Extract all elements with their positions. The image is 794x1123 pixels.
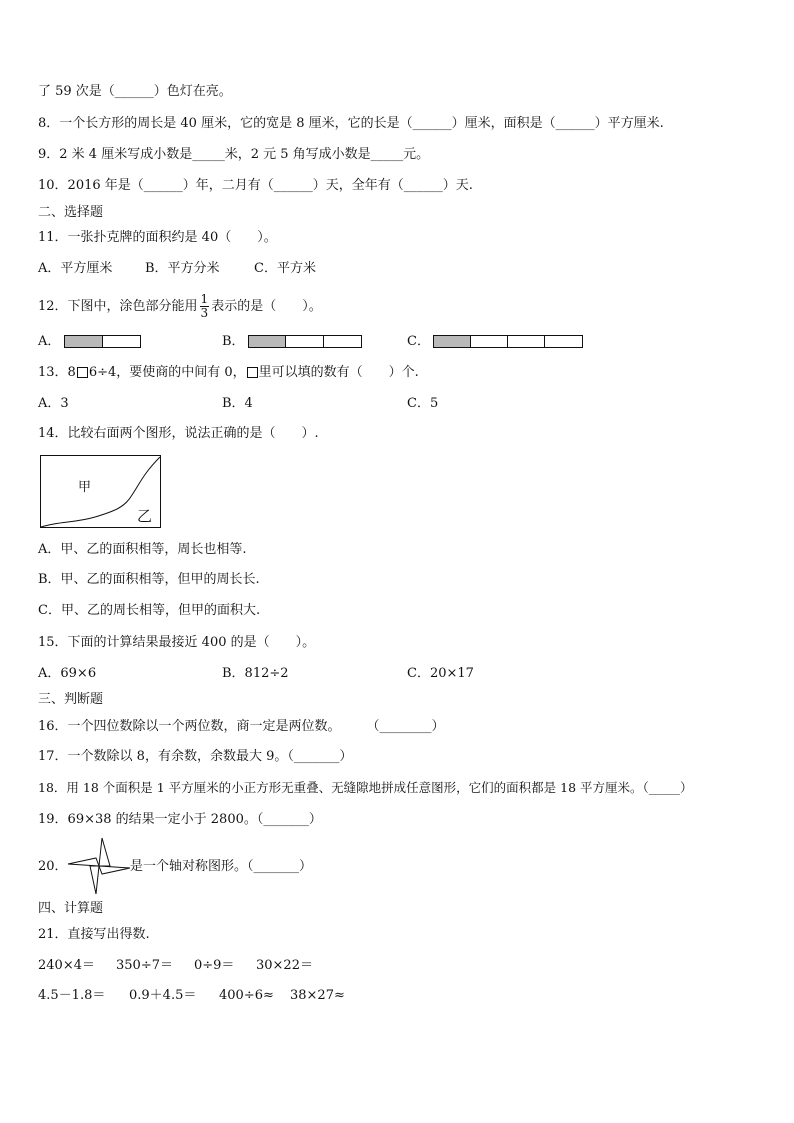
calc-row2-item4: 38×27≈: [290, 988, 345, 1003]
section-choice-title: 二、选择题: [38, 205, 104, 220]
q11-option-b: B．平方分米: [145, 261, 220, 276]
q15-option-b: B．812÷2: [222, 666, 289, 681]
question-21: 21．直接写出得数.: [38, 927, 150, 942]
question-11: 11．一张扑克牌的面积约是 40（ ）。: [38, 230, 277, 245]
q13-text-c: 里可以填的数有（ ）个.: [258, 365, 419, 380]
calc-row2-item1: 4.5－1.8＝: [38, 988, 106, 1003]
calc-row2-item2: 0.9＋4.5＝: [129, 988, 197, 1003]
q12-option-a-bar: [64, 335, 141, 348]
blank-box-icon: [247, 367, 258, 378]
bar-cell: [545, 336, 582, 347]
calc-row1-item3: 0÷9＝: [194, 958, 235, 973]
calc-row1-item1: 240×4＝: [38, 958, 95, 973]
question-10: 10．2016 年是（______）年，二月有（______）天，全年有（______）天.: [38, 178, 473, 193]
bar-cell: [324, 336, 361, 347]
question-17: 17．一个数除以 8，有余数，余数最大 9。（_______）: [38, 749, 353, 764]
bar-cell: [103, 336, 141, 347]
question-13: [38, 365, 419, 381]
q12-option-c-bar: [433, 335, 583, 348]
q20-text: 是一个轴对称图形。（_______）: [130, 859, 313, 874]
q20-number: 20．: [38, 859, 68, 874]
fraction-denominator: 3: [200, 306, 209, 320]
bar-cell: [508, 336, 545, 347]
q7-tail: 了 59 次是（______）色灯在亮。: [38, 84, 232, 99]
q12-option-b-bar: [248, 335, 362, 348]
question-15: 15．下面的计算结果最接近 400 的是（ ）。: [38, 635, 316, 650]
question-12: [38, 289, 322, 325]
fraction-numerator: 1: [200, 292, 209, 306]
bar-cell: [471, 336, 508, 347]
question-8: 8．一个长方形的周长是 40 厘米，它的宽是 8 厘米，它的长是（______）厘米，面积是（______）平方厘米.: [38, 116, 664, 131]
bar-cell: [286, 336, 323, 347]
calc-row1-item4: 30×22＝: [256, 958, 313, 973]
section-calc-title: 四、计算题: [38, 901, 104, 916]
q15-option-c: C．20×17: [407, 666, 474, 681]
q14-label-right: 乙: [137, 507, 153, 525]
question-14: 14．比较右面两个图形，说法正确的是（ ）.: [38, 426, 319, 441]
q14-option-b: B．甲、乙的面积相等，但甲的周长长.: [38, 572, 260, 587]
bar-cell-shaded: [249, 336, 286, 347]
q14-option-a: A．甲、乙的面积相等，周长也相等.: [38, 542, 247, 557]
question-9: 9．2 米 4 厘米写成小数是_____米，2 元 5 角写成小数是_____元。: [38, 147, 430, 162]
q13-option-b: B．4: [222, 396, 253, 411]
q12-option-c-label: C．: [407, 334, 430, 349]
q13-text-b: 6÷4，要使商的中间有 0，: [88, 365, 246, 380]
question-16: 16．一个四位数除以一个两位数，商一定是两位数。 （________）: [38, 719, 445, 734]
section-judge-title: 三、判断题: [38, 692, 104, 707]
calc-row1-item2: 350÷7＝: [116, 958, 173, 973]
q12-option-b-label: B．: [222, 334, 245, 349]
q14-option-c: C．甲、乙的周长相等，但甲的面积大.: [38, 603, 261, 618]
bar-cell-shaded: [65, 336, 103, 347]
question-19: 19．69×38 的结果一定小于 2800。（_______）: [38, 812, 322, 827]
calc-row2-item3: 400÷6≈: [219, 988, 274, 1003]
blank-box-icon: [77, 367, 88, 378]
q12-text-post: 表示的是（ ）。: [211, 299, 322, 314]
q11-option-a: A．平方厘米: [38, 261, 113, 276]
bar-cell-shaded: [434, 336, 471, 347]
q12-option-a-label: A．: [38, 334, 61, 349]
q11-option-c: C．平方米: [254, 261, 316, 276]
q13-text-a: 13．8: [38, 365, 76, 380]
fraction-one-third: [200, 293, 210, 320]
question-18: 18．用 18 个面积是 1 平方厘米的小正方形无重叠、无缝隙地拼成任意图形，它们的面积都是 18 平方厘米。（_____）: [38, 780, 693, 795]
q12-text-pre: 12．下图中，涂色部分能用: [38, 299, 198, 314]
q15-option-a: A．69×6: [38, 666, 97, 681]
pinwheel-figure-icon: [66, 836, 132, 896]
q13-option-c: C．5: [407, 396, 439, 411]
q14-label-left: 甲: [78, 480, 92, 495]
q13-option-a: A．3: [38, 396, 69, 411]
